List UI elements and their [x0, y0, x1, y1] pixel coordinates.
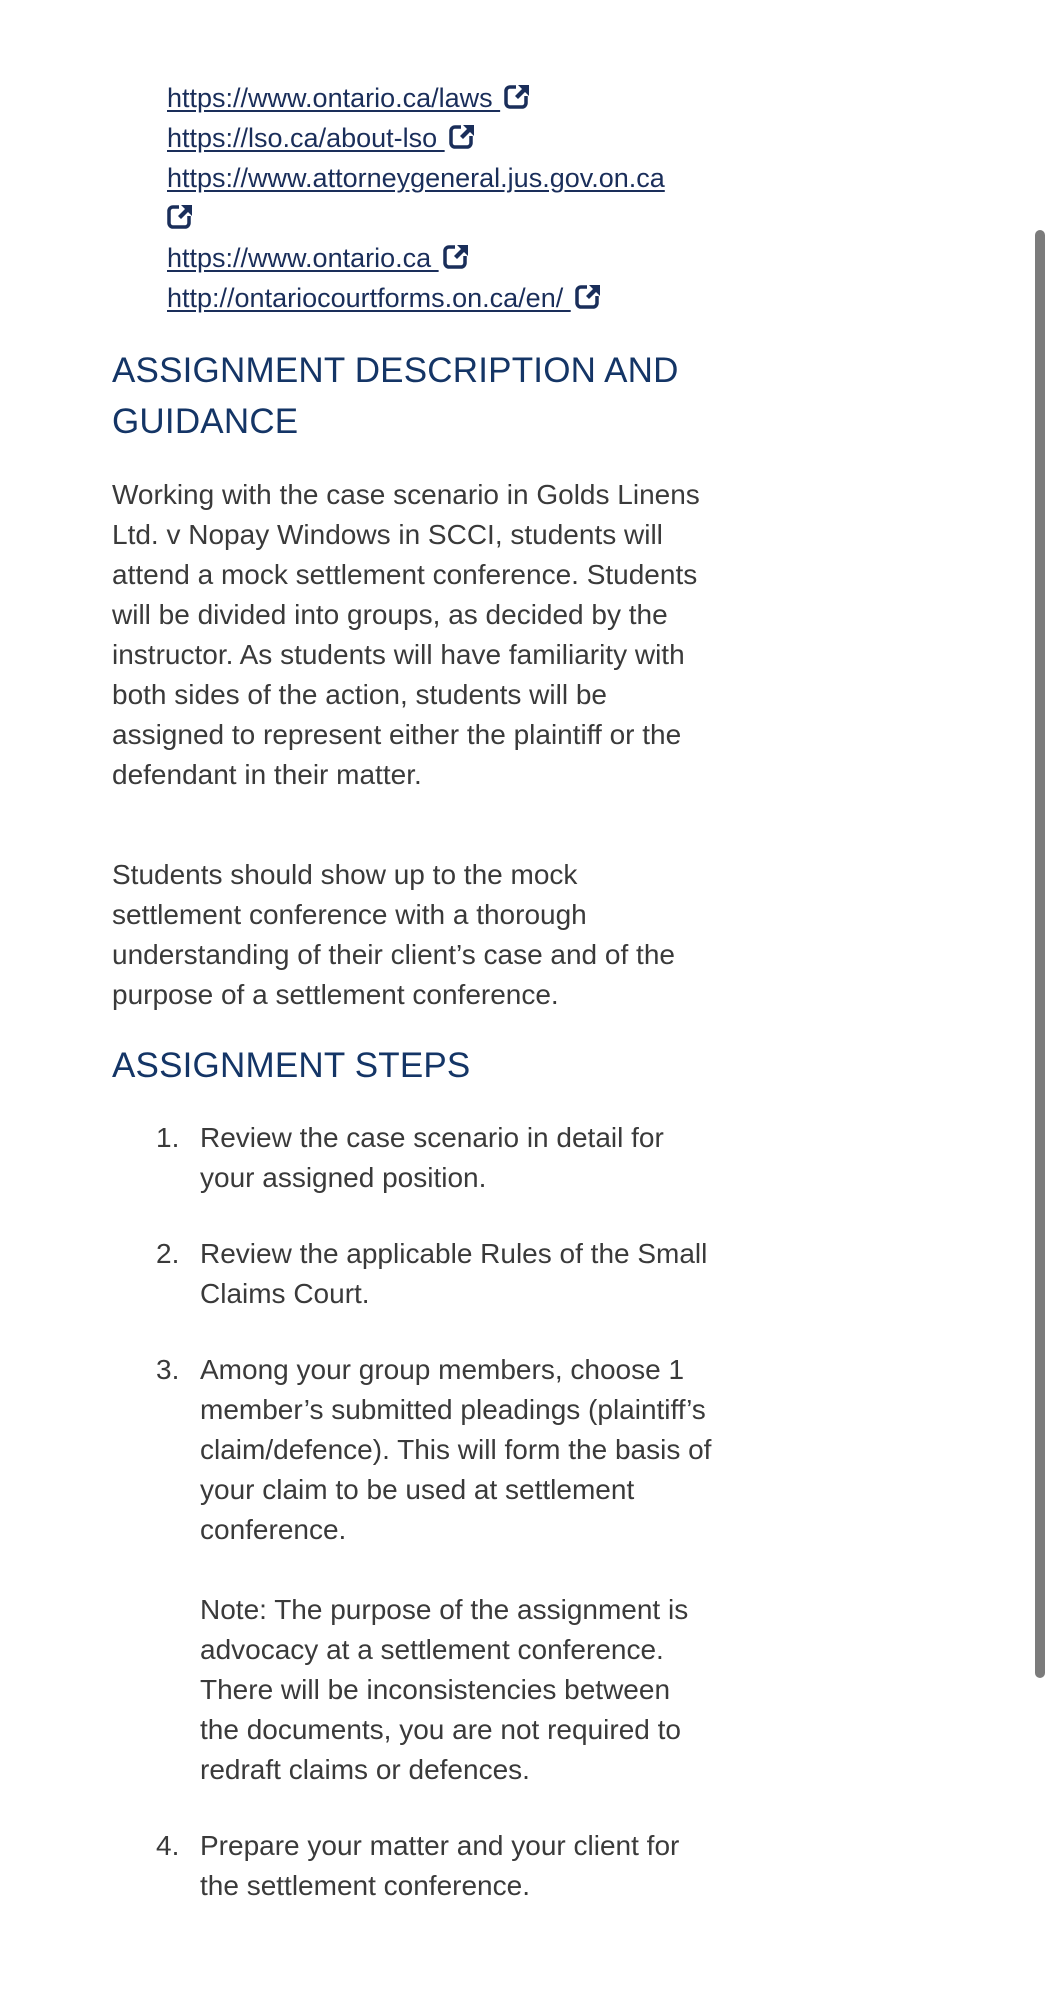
- ontario-ca-link[interactable]: https://www.ontario.ca: [167, 243, 439, 273]
- step-note: Note: The purpose of the assignment is advocacy at a settlement conference. There will be inconsistencies between the documents, you are not required to redraft claims or defences.: [200, 1594, 689, 1785]
- assignment-steps-list: [112, 1118, 712, 1942]
- step-number: 1.: [156, 1122, 180, 1153]
- external-link-icon[interactable]: [449, 122, 477, 150]
- step-number: 2.: [156, 1238, 180, 1269]
- vertical-scrollbar[interactable]: [1031, 0, 1047, 1998]
- link-item: [167, 118, 727, 158]
- step-item: [112, 1826, 712, 1906]
- step-text: Among your group members, choose 1 member’s submitted pleadings (plaintiff’s claim/defence). This will form the basis of your claim to be used at settlement conference.: [200, 1354, 712, 1545]
- step-text: Review the applicable Rules of the Small Claims Court.: [200, 1238, 708, 1309]
- step-item: [112, 1118, 712, 1198]
- viewport-top-edge: [0, 0, 1047, 80]
- assignment-steps-heading: ASSIGNMENT STEPS: [112, 1046, 471, 1085]
- external-link-icon[interactable]: [167, 202, 195, 230]
- step-item: [112, 1234, 712, 1314]
- step-item: [112, 1350, 712, 1790]
- description-paragraph: Students should show up to the mock settlement conference with a thorough understanding of their client’s case and of the purpose of a settlement conference.: [112, 859, 675, 1010]
- link-item: [167, 238, 727, 278]
- link-item: [167, 78, 727, 118]
- step-number: 4.: [156, 1830, 180, 1861]
- link-item: [167, 278, 727, 318]
- lso-about-link[interactable]: https://lso.ca/about-lso: [167, 123, 445, 153]
- step-text: Prepare your matter and your client for the settlement conference.: [200, 1830, 680, 1901]
- scrollbar-thumb[interactable]: [1035, 230, 1045, 1678]
- reference-links-list: [167, 78, 727, 318]
- attorney-general-link[interactable]: https://www.attorneygeneral.jus.gov.on.ca: [167, 163, 665, 193]
- external-link-icon[interactable]: [443, 242, 471, 270]
- court-forms-link[interactable]: http://ontariocourtforms.on.ca/en/: [167, 283, 571, 313]
- link-item: [167, 158, 727, 238]
- step-text: Review the case scenario in detail for your assigned position.: [200, 1122, 664, 1193]
- assignment-description-heading: ASSIGNMENT DESCRIPTION AND GUIDANCE: [112, 351, 679, 441]
- external-link-icon[interactable]: [575, 282, 603, 310]
- external-link-icon[interactable]: [504, 82, 532, 110]
- step-number: 3.: [156, 1354, 180, 1385]
- description-paragraph: Working with the case scenario in Golds Linens Ltd. v Nopay Windows in SCCI, students will attend a mock settlement conference. Students will be divided into groups, as decided by the instructor. As students will have familiarity with both sides of the action, students will be assigned to represent either the plaintiff or the defendant in their matter.: [112, 479, 700, 790]
- ontario-laws-link[interactable]: https://www.ontario.ca/laws: [167, 83, 501, 113]
